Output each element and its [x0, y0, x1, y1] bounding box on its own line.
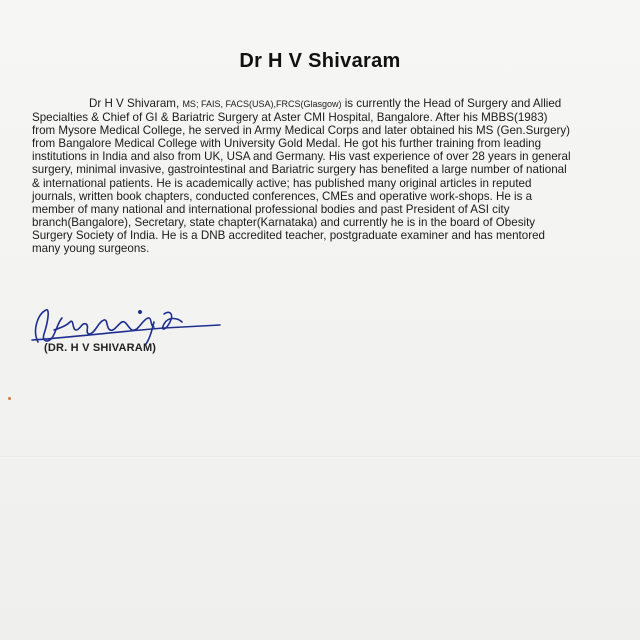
lead-name: Dr H V Shivaram,: [89, 97, 180, 110]
signature-stroke: [146, 322, 154, 344]
paragraph-line: Surgery Society of India. He is a DNB accredited teacher, postgraduate examiner and has mentored: [32, 228, 545, 242]
paragraph-line: journals, written book chapters, conducted conferences, CMEs and operative work-shops. He is a: [32, 189, 533, 203]
paragraph-line: from Mysore Medical College, he served in Army Medical Corps and later obtained his MS (Gen.Surgery): [32, 124, 571, 138]
paragraph-line: institutions in India and also from UK, USA and Germany. His vast experience of over 28 years in general: [32, 150, 571, 164]
signature-name: (DR. H V SHIVARAM): [44, 342, 157, 354]
line-1-rest: is currently the Head of Surgery and Allied: [344, 97, 562, 110]
paragraph-line: surgery, minimal invasive, gastrointestinal and Bariatric surgery has benefited a large number of national: [32, 163, 567, 177]
paragraph-line: & international patients. He is academically active; has published many original articles in reputed: [32, 176, 532, 190]
document-title: Dr H V Shivaram: [239, 50, 401, 72]
paragraph-line: many young surgeons.: [32, 242, 150, 256]
paragraph-line: member of many national and international professional bodies and past President of ASI city: [32, 202, 510, 216]
signature-stroke: [122, 318, 154, 330]
signature-dot: [139, 311, 141, 313]
credentials: MS; FAIS, FACS(USA),FRCS(Glasgow): [182, 99, 342, 109]
paragraph-line: branch(Bangalore), Secretary, state chapter(Karnataka) and currently he is in the board of Obesity: [32, 215, 536, 229]
paragraph-line: from Bangalore Medical College with University Gold Medal. He got his further training from leading: [32, 137, 542, 151]
paper-fold-line: [0, 456, 640, 458]
paragraph-line-1: [32, 97, 632, 111]
biography-paragraph: [32, 97, 632, 255]
paper-speck: [8, 397, 11, 400]
paragraph-line: Specialties & Chief of GI & Bariatric Surgery at Aster CMI Hospital, Bangalore. After his MBBS(1983): [32, 111, 548, 125]
